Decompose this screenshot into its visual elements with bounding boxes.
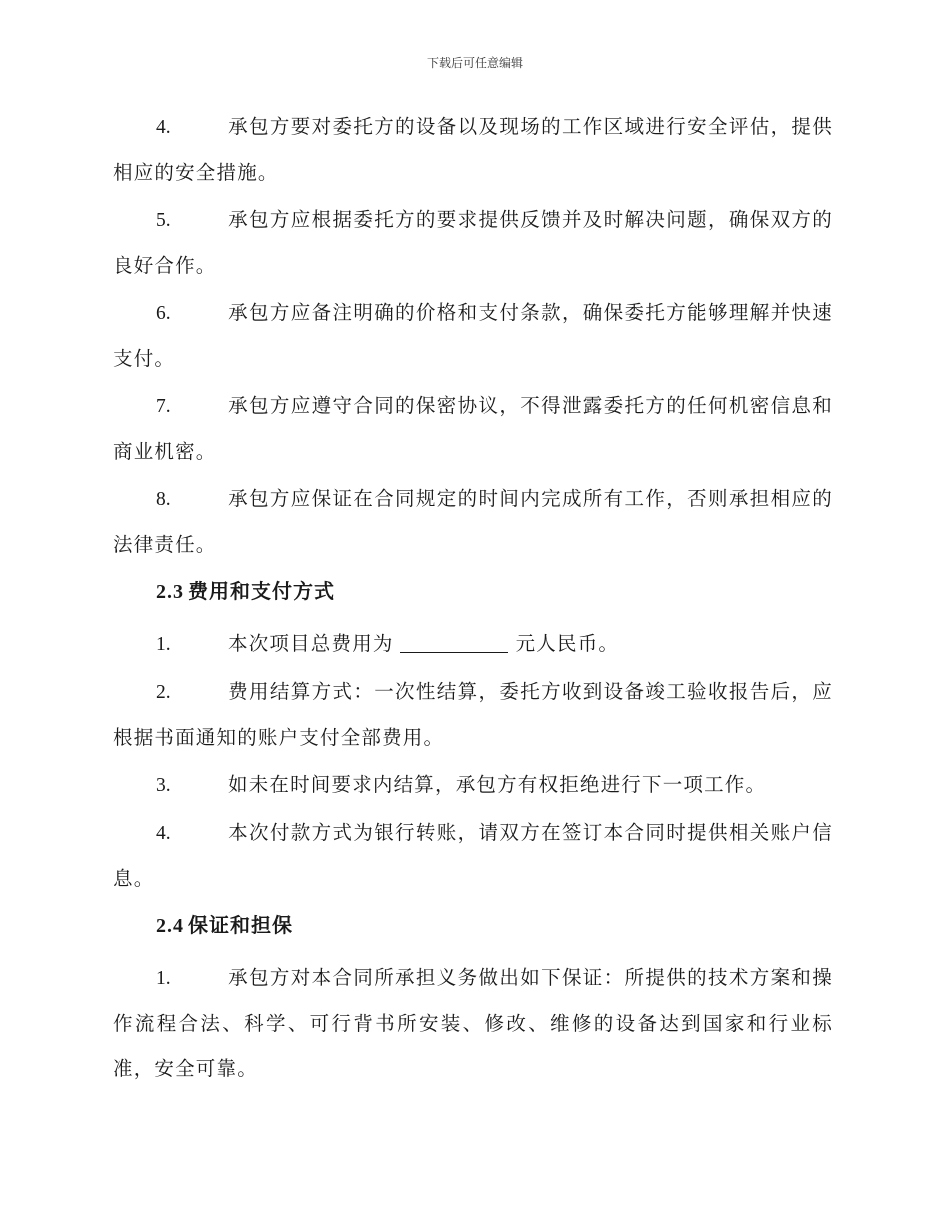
document-body [113,104,833,1093]
clause-number: 8. [156,489,171,510]
clause-number: 4. [156,823,171,844]
clause-item [113,476,833,567]
clause-item [113,955,833,1091]
clause-item [113,621,833,667]
clause-number: 4. [156,117,171,138]
clause-number: 3. [156,775,171,796]
clause-item [113,104,833,195]
clause-item [113,762,833,808]
clause-number: 2. [156,682,171,703]
section-title: 保证和担保 [188,913,293,937]
amount-blank-line [400,632,508,653]
clause-text: 承包方要对委托方的设备以及现场的工作区域进行安全评估，提供相应的安全措施。 [113,115,833,184]
section-heading-guarantee [113,903,833,949]
clause-number: 7. [156,396,171,417]
clause-item [113,383,833,474]
section-title: 费用和支付方式 [188,579,335,603]
clause-text: 承包方应备注明确的价格和支付条款，确保委托方能够理解并快速支付。 [113,301,833,370]
clause-text: 承包方对本合同所承担义务做出如下保证：所提供的技术方案和操作流程合法、科学、可行背书所安装、修改、维修的设备达到国家和行业标准，安全可靠。 [113,966,833,1080]
clause-text: 费用结算方式：一次性结算，委托方收到设备竣工验收报告后，应根据书面通知的账户支付全部费用。 [113,680,833,749]
clause-text: 承包方应保证在合同规定的时间内完成所有工作，否则承担相应的法律责任。 [113,487,833,556]
clause-item [113,669,833,760]
page-header: 下载后可任意编辑 [426,56,523,70]
section-number: 2.4 [156,915,184,937]
clause-item [113,197,833,288]
section-number: 2.3 [156,581,184,603]
clause-item [113,290,833,381]
clause-text: 承包方应遵守合同的保密协议，不得泄露委托方的任何机密信息和商业机密。 [113,394,833,463]
clause-text: 本次项目总费用为 [228,632,394,655]
clause-number: 1. [156,968,171,989]
clause-number: 1. [156,634,171,655]
clause-item [113,810,833,901]
clause-number: 5. [156,210,171,231]
clause-text: 承包方应根据委托方的要求提供反馈并及时解决问题，确保双方的良好合作。 [113,208,833,277]
clause-number: 6. [156,303,171,324]
clause-text: 元人民币。 [515,632,620,655]
section-heading-fees [113,569,833,615]
clause-text: 本次付款方式为银行转账，请双方在签订本合同时提供相关账户信息。 [113,821,833,890]
clause-text: 如未在时间要求内结算，承包方有权拒绝进行下一项工作。 [228,773,767,796]
